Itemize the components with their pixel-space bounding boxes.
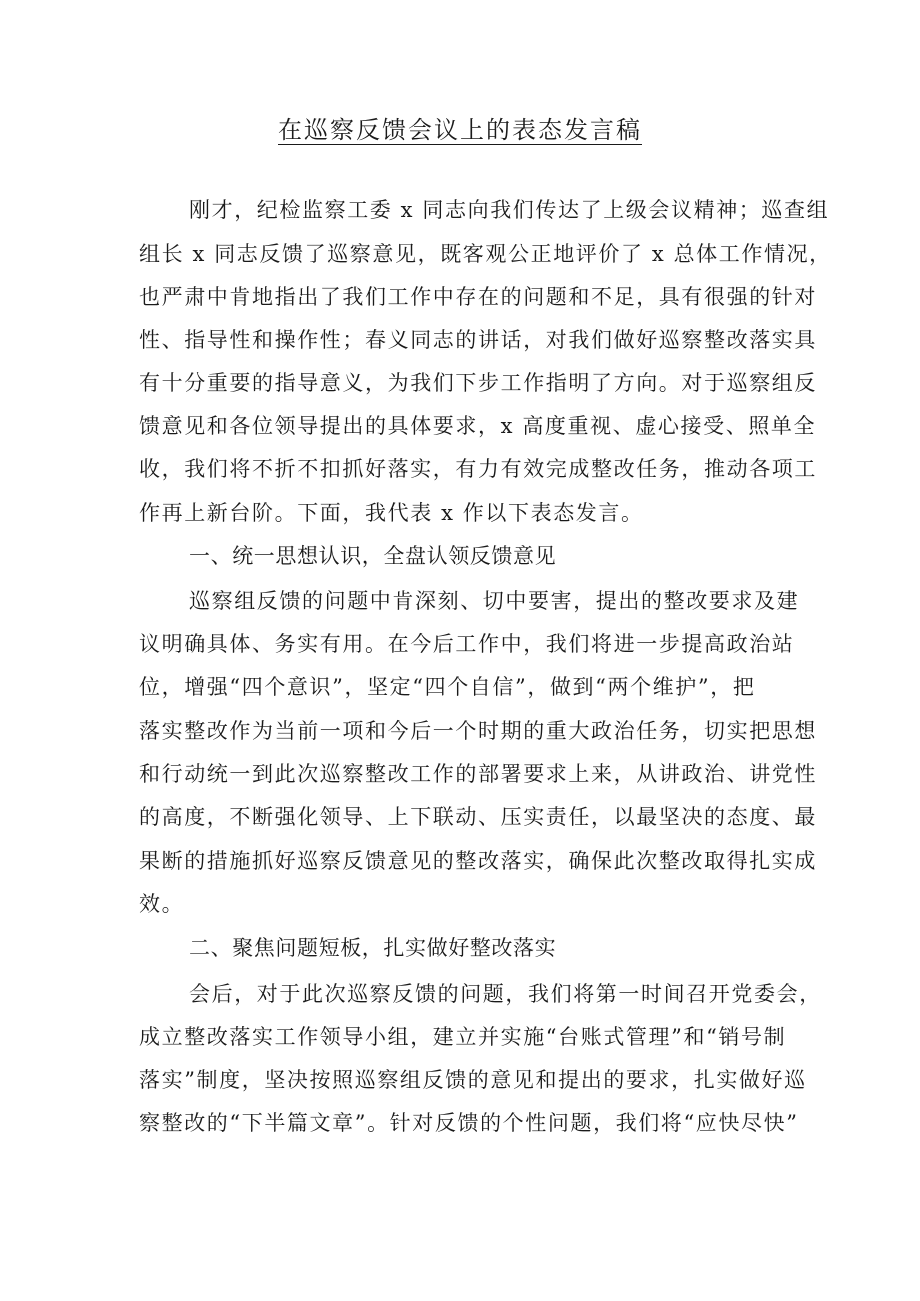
section2-line: 会后，对于此次巡察反馈的问题，我们将第一时间召开党委会，	[189, 982, 822, 1006]
section1-line: 议明确具体、务实有用。在今后工作中，我们将进一步提高政治站	[139, 632, 795, 656]
section1-line: 和行动统一到此次巡察整改工作的部署要求上来，从讲政治、讲党性	[139, 762, 817, 786]
intro-line: 馈意见和各位领导提出的具体要求，x 高度重视、虚心接受、照单全	[139, 414, 817, 438]
intro-line: 作再上新台阶。下面，我代表 x 作以下表态发言。	[139, 501, 644, 525]
document-title	[0, 113, 920, 147]
section-heading: 二、聚焦问题短板，扎实做好整改落实	[189, 936, 557, 960]
intro-line: 有十分重要的指导意义，为我们下步工作指明了方向。对于巡察组反	[139, 371, 817, 395]
section2-line: 成立整改落实工作领导小组，建立并实施“台账式管理”和“销号制	[139, 1025, 787, 1049]
section2-line: 落实”制度，坚决按照巡察组反馈的意见和提出的要求，扎实做好巡	[139, 1068, 807, 1092]
intro-line: 性、指导性和操作性；春义同志的讲话，对我们做好巡察整改落实具	[139, 328, 817, 352]
section1-line: 巡察组反馈的问题中肯深刻、切中要害，提出的整改要求及建	[189, 589, 800, 613]
section1-line: 的高度，不断强化领导、上下联动、压实责任，以最坚决的态度、最	[139, 805, 817, 829]
section2-line: 察整改的“下半篇文章”。针对反馈的个性问题，我们将“应快尽快”	[139, 1111, 799, 1135]
section-heading: 一、统一思想认识，全盘认领反馈意见	[189, 544, 557, 568]
intro-line: 刚才，纪检监察工委 x 同志向我们传达了上级会议精神；巡查组	[189, 198, 830, 222]
section1-line: 位，增强“四个意识”，坚定“四个自信”，做到“两个维护”，把	[139, 675, 756, 699]
document-title-text: 在巡察反馈会议上的表态发言稿	[278, 116, 642, 144]
intro-line: 也严肃中肯地指出了我们工作中存在的问题和不足，具有很强的针对	[139, 285, 817, 309]
section1-line: 果断的措施抓好巡察反馈意见的整改落实，确保此次整改取得扎实成	[139, 849, 817, 873]
section1-line: 落实整改作为当前一项和今后一个时期的重大政治任务，切实把思想	[139, 719, 817, 743]
intro-line: 组长 x 同志反馈了巡察意见，既客观公正地评价了 x 总体工作情况，	[139, 242, 832, 266]
section1-line: 效。	[139, 892, 185, 916]
intro-line: 收，我们将不折不扣抓好落实，有力有效完成整改任务，推动各项工	[139, 457, 817, 481]
